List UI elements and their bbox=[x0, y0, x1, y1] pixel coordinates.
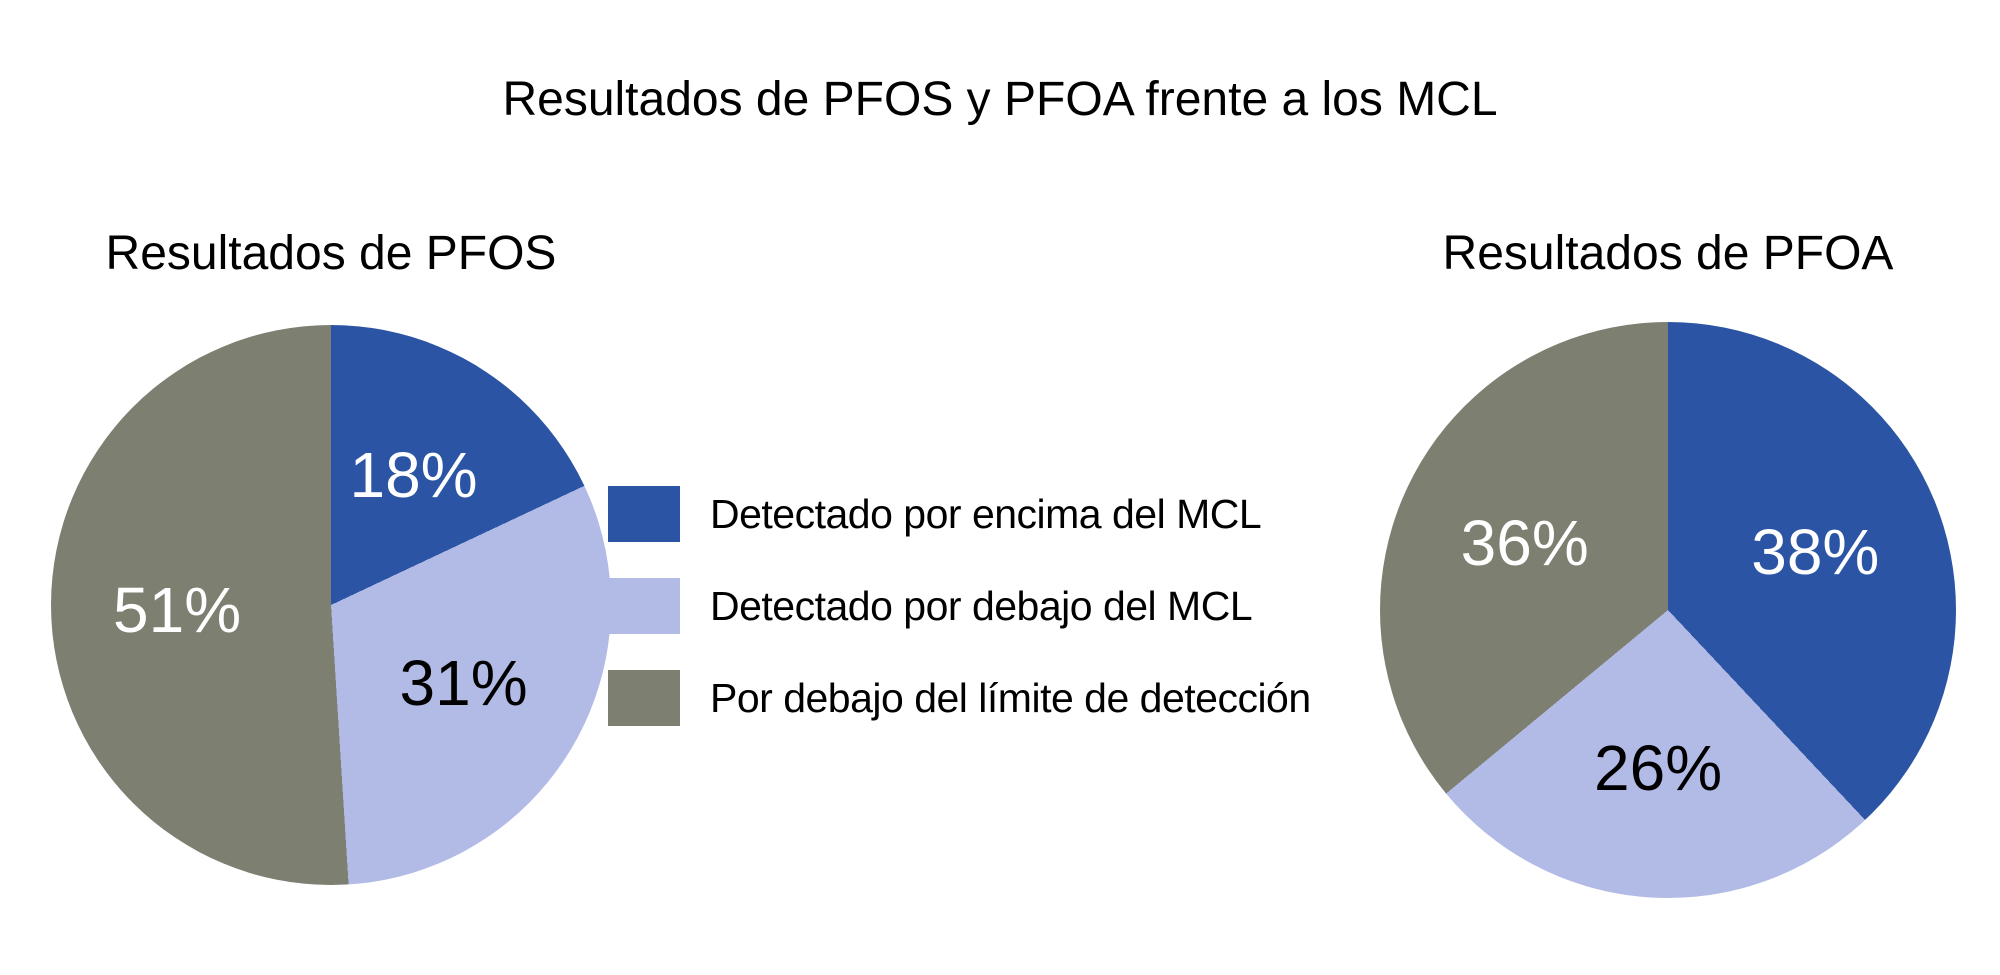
legend-label: Detectado por debajo del MCL bbox=[710, 582, 1253, 629]
pfoa-pie-chart bbox=[1380, 322, 1956, 898]
legend-label: Detectado por encima del MCL bbox=[710, 490, 1262, 537]
legend-label: Por debajo del límite de detección bbox=[710, 674, 1311, 721]
legend-item bbox=[608, 670, 1311, 726]
pfos-pie-chart bbox=[51, 325, 611, 885]
slice-label: 31% bbox=[399, 647, 528, 720]
slice-label: 26% bbox=[1594, 732, 1723, 805]
slice-label: 38% bbox=[1751, 515, 1880, 588]
legend-swatch bbox=[608, 578, 680, 634]
legend bbox=[608, 486, 1311, 726]
legend-item bbox=[608, 578, 1311, 634]
slice-label: 36% bbox=[1460, 506, 1589, 579]
pfos-chart-title: Resultados de PFOS bbox=[105, 227, 557, 280]
slice-label: 51% bbox=[113, 573, 242, 646]
legend-item bbox=[608, 486, 1311, 542]
legend-swatch bbox=[608, 670, 680, 726]
pfoa-chart-title: Resultados de PFOA bbox=[1442, 227, 1894, 280]
slice-label: 18% bbox=[349, 438, 478, 511]
main-title: Resultados de PFOS y PFOA frente a los MCL bbox=[502, 73, 1498, 126]
legend-swatch bbox=[608, 486, 680, 542]
